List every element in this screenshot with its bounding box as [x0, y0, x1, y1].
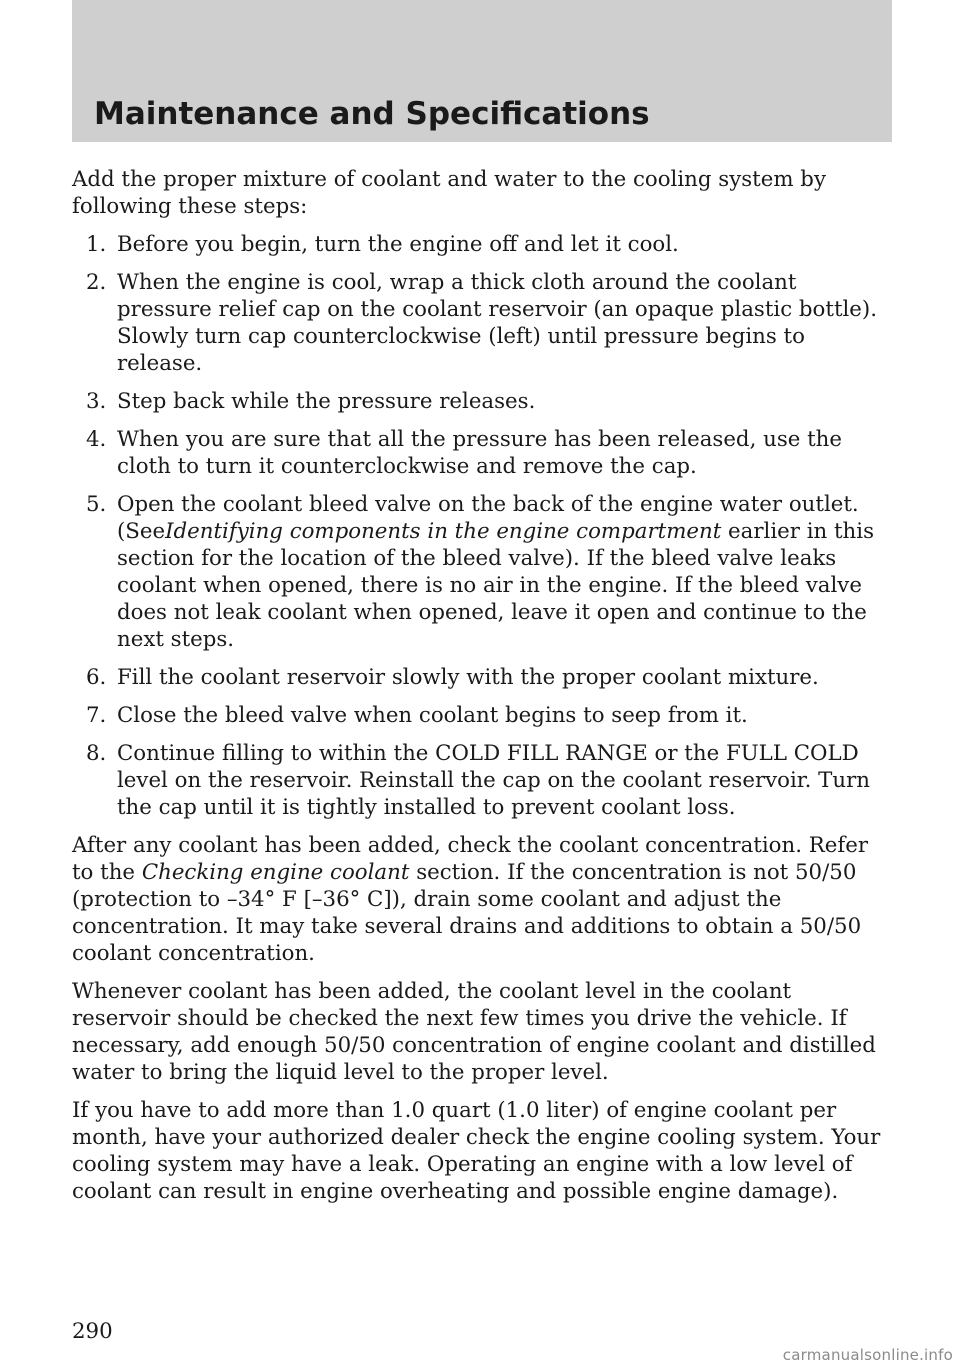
coolant-leak-paragraph: If you have to add more than 1.0 quart (1.0 liter) of engine coolant per month, have your authorized dealer check the engine cooling system. Your cooling system may have a leak. Operating an engine with a low level of coolant can result in engine overheating and possible engine damage).	[72, 1098, 881, 1204]
paragraph-text-after: section. If the concentration is not 50/50 (protection to –34° F [–36° C]), drain some coolant and adjust the concentration. It may take several drains and additions to obtain a 50/50 coolant concentration.	[72, 860, 862, 966]
step-number: 1.	[86, 232, 107, 257]
list-item	[72, 269, 894, 377]
list-item	[72, 491, 894, 653]
step-text-before: Open the coolant bleed valve on the back of the engine water outlet. (See	[117, 492, 859, 544]
step-text: Continue filling to within the COLD FILL RANGE or the FULL COLD level on the reservoir. Reinstall the cap on the coolant reservoir. Turn the cap until it is tightly installed to prevent coolant loss.	[117, 741, 870, 820]
paragraph-text-before: After any coolant has been added, check the coolant concentration. Refer to the	[72, 833, 869, 885]
section-reference-link: Identifying components in the engine compartment	[165, 519, 722, 544]
step-text: When the engine is cool, wrap a thick cloth around the coolant pressure relief cap on the coolant reservoir (an opaque plastic bottle). Slowly turn cap counterclockwise (left) until pressure begins to release.	[117, 270, 877, 376]
intro-paragraph: Add the proper mixture of coolant and water to the cooling system by following these steps:	[72, 167, 826, 219]
step-number: 6.	[86, 665, 107, 690]
step-text: Fill the coolant reservoir slowly with the proper coolant mixture.	[117, 665, 819, 690]
steps-list	[72, 231, 894, 821]
concentration-paragraph	[72, 832, 894, 967]
list-item	[72, 664, 894, 691]
section-reference-link: Checking engine coolant	[141, 860, 410, 885]
watermark: carmanualsonline.info	[782, 1346, 953, 1364]
page-body	[72, 166, 894, 1216]
step-text: Close the bleed valve when coolant begins to seep from it.	[117, 703, 748, 728]
section-title: Maintenance and Specifications	[94, 96, 650, 132]
list-item	[72, 740, 894, 821]
step-number: 3.	[86, 389, 107, 414]
step-number: 7.	[86, 703, 107, 728]
coolant-level-paragraph: Whenever coolant has been added, the coolant level in the coolant reservoir should be checked the next few times you drive the vehicle. If necessary, add enough 50/50 concentration of engine coolant and distilled water to bring the liquid level to the proper level.	[72, 979, 876, 1085]
step-text-after: earlier in this section for the location of the bleed valve). If the bleed valve leaks coolant when opened, there is no air in the engine. If the bleed valve does not leak coolant when opened, leave it open and continue to the next steps.	[117, 519, 875, 652]
page-number: 290	[72, 1319, 113, 1344]
list-item	[72, 231, 894, 258]
list-item	[72, 426, 894, 480]
list-item	[72, 388, 894, 415]
step-text: When you are sure that all the pressure has been released, use the cloth to turn it counterclockwise and remove the cap.	[117, 427, 842, 479]
step-number: 5.	[86, 492, 107, 517]
step-number: 4.	[86, 427, 107, 452]
step-number: 8.	[86, 741, 107, 766]
step-text: Before you begin, turn the engine off and let it cool.	[117, 232, 679, 257]
list-item	[72, 702, 894, 729]
step-number: 2.	[86, 270, 107, 295]
step-text: Step back while the pressure releases.	[117, 389, 536, 414]
